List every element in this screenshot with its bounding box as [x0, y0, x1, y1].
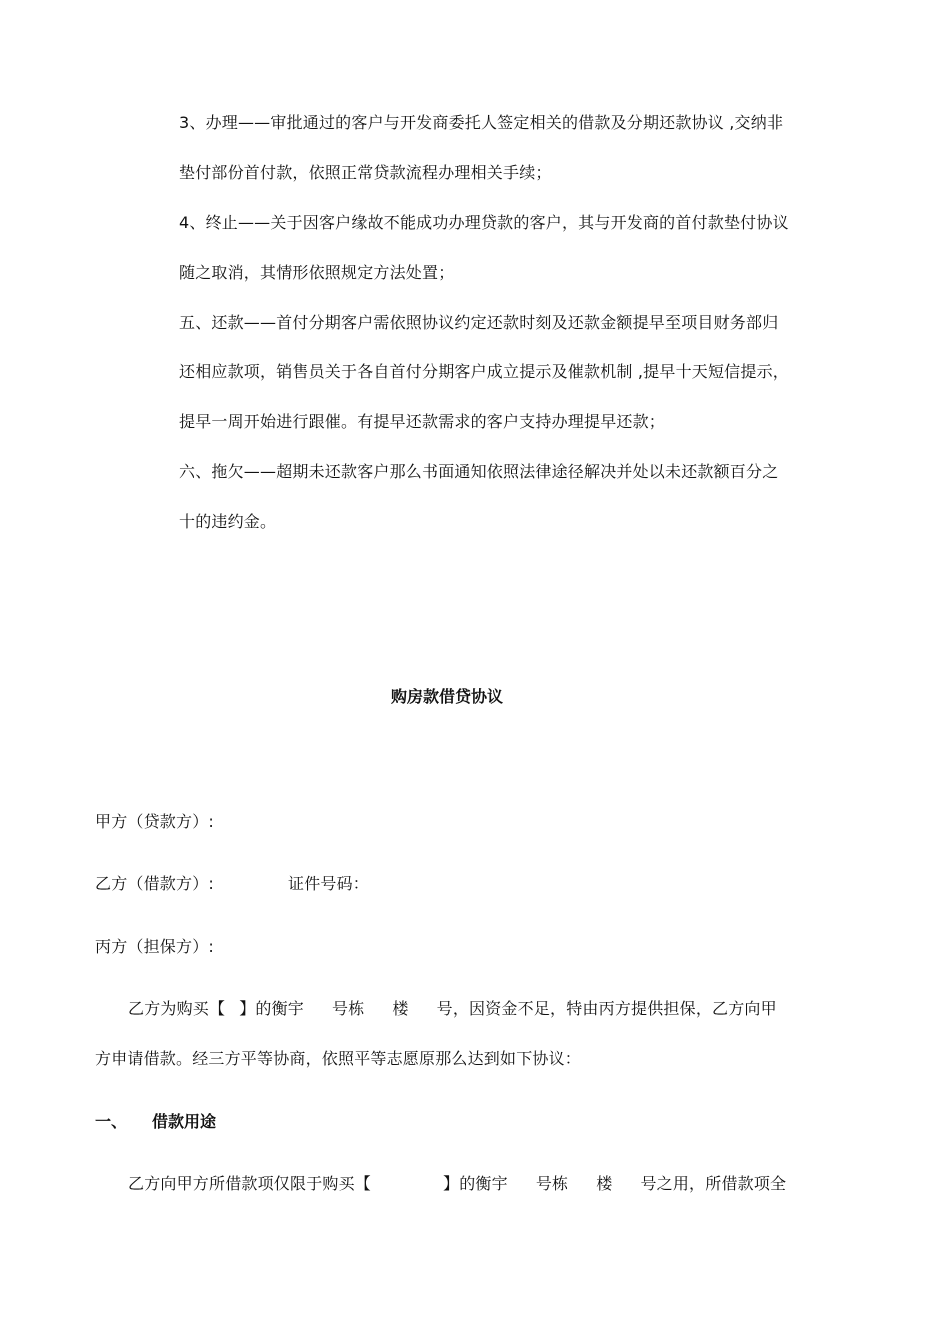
intro-text-c: 号栋	[332, 999, 365, 1018]
section-1-text-e: 号之用，所借款项全	[640, 1174, 787, 1193]
item-6-line-1: 六、拖欠——超期未还款客户那么书面通知依照法律途径解决并处以未还款额百分之	[179, 462, 779, 481]
section-1-text-c: 号栋	[535, 1174, 569, 1193]
item-5-line-1: 五、还款——首付分期客户需依照协议约定还款时刻及还款金额提早至项目财务部归	[179, 313, 779, 332]
section-1-paragraph-line-1	[128, 1173, 786, 1195]
intro-paragraph-line-1	[128, 998, 777, 1020]
intro-paragraph-line-2: 方申请借款。经三方平等协商，依照平等志愿原那么达到如下协议：	[95, 1049, 582, 1068]
section-1-number: 一、	[95, 1112, 128, 1131]
section-1-text-a: 乙方向甲方所借款项仅限于购买【	[128, 1174, 372, 1193]
item-3-line-2: 垫付部份首付款，依照正常贷款流程办理相关手续；	[179, 163, 552, 182]
section-1-text-b: 】的衡宇	[443, 1174, 508, 1193]
item-6-line-2: 十的违约金。	[179, 512, 277, 531]
party-b-label: 乙方（借款方）:	[95, 874, 214, 893]
intro-text-e: 号，因资金不足，特由丙方提供担保，乙方向甲	[436, 999, 777, 1018]
item-4-line-2: 随之取消，其情形依照规定方法处置；	[179, 263, 455, 282]
intro-text-a: 乙方为购买【	[128, 999, 226, 1018]
item-3-line-1: 3、办理——审批通过的客户与开发商委托人签定相关的借款及分期还款协议 ,交纳非	[179, 113, 784, 132]
intro-text-d: 楼	[392, 999, 409, 1018]
item-4-line-1: 4、终止——关于因客户缘故不能成功办理贷款的客户，其与开发商的首付款垫付协议	[179, 213, 789, 232]
party-b-line	[95, 873, 369, 895]
party-c-line: 丙方（担保方）:	[95, 937, 214, 956]
item-5-line-2: 还相应款项，销售员关于各自首付分期客户成立提示及催款机制 ,提早十天短信提示，	[179, 362, 789, 381]
intro-text-b: 】的衡宇	[239, 999, 305, 1018]
section-1-heading	[95, 1111, 216, 1133]
agreement-title: 购房款借贷协议	[390, 687, 503, 706]
party-a-line: 甲方（贷款方）:	[95, 812, 214, 831]
item-5-line-3: 提早一周开始进行跟催。有提早还款需求的客户支持办理提早还款；	[179, 412, 666, 431]
id-number-label: 证件号码：	[288, 874, 370, 893]
section-1-title: 借款用途	[152, 1112, 217, 1131]
section-1-text-d: 楼	[596, 1174, 613, 1193]
